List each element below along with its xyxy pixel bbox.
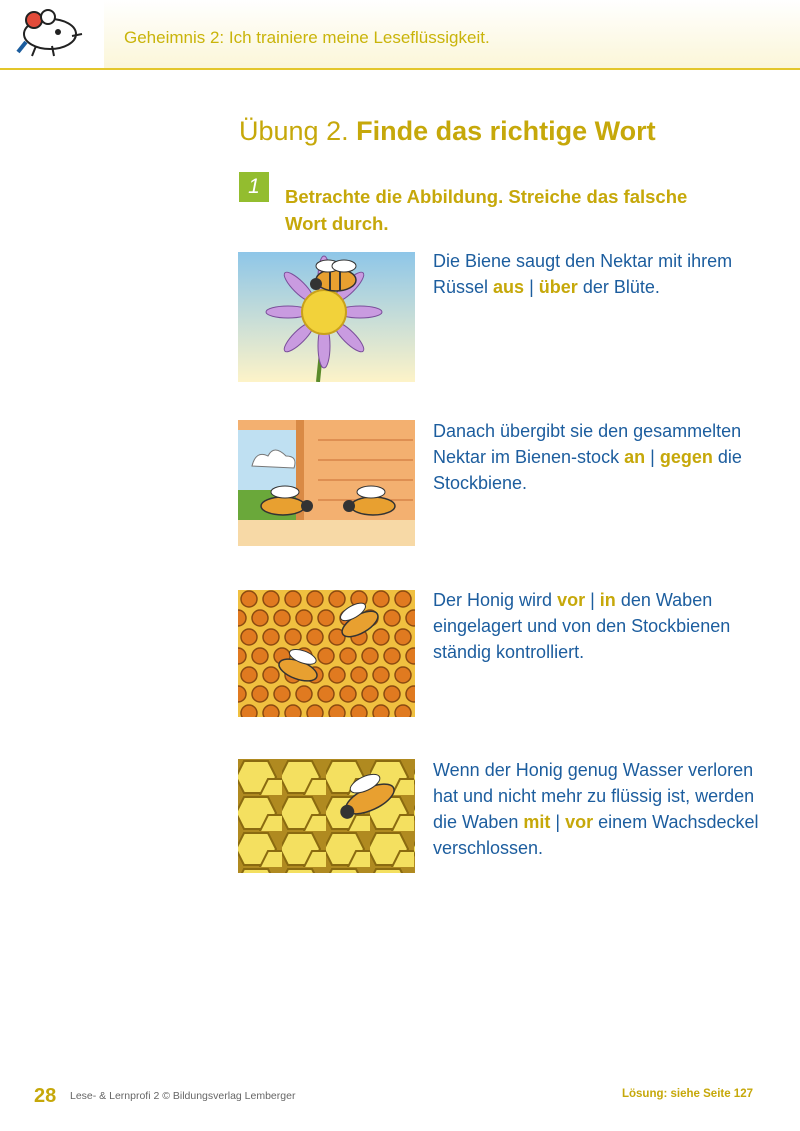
exercise-prefix: Übung 2.	[239, 116, 349, 146]
sentence-3-start: Der Honig wird	[433, 590, 553, 610]
option-vor[interactable]: vor	[557, 590, 586, 610]
option-vor[interactable]: vor	[565, 812, 594, 832]
mouse-logo-icon	[14, 8, 86, 58]
option-separator: |	[529, 277, 534, 297]
logo	[0, 0, 104, 68]
sentence-1	[433, 248, 773, 300]
sentence-1-start: Die Biene saugt den Nektar mit ihrem Rüssel	[433, 251, 733, 297]
sentence-3-end: den Waben eingelagert und von den Stockbienen ständig kontrolliert.	[433, 590, 731, 662]
sentence-3	[433, 587, 773, 665]
task-instruction	[285, 183, 745, 237]
sentence-4	[433, 757, 773, 861]
option-gegen[interactable]: gegen	[659, 447, 713, 467]
option-separator: |	[650, 447, 655, 467]
copyright-notice: Lese- & Lernprofi 2 © Bildungsverlag Lemberger	[70, 1090, 296, 1102]
option-in[interactable]: in	[599, 590, 616, 610]
option-separator: |	[590, 590, 595, 610]
bee-sealing-comb-image	[238, 759, 415, 873]
sentence-2-start: Danach übergibt sie den gesammelten Nektar im Bienen-stock	[433, 421, 742, 467]
task-line-2: Wort durch.	[285, 213, 389, 234]
bees-at-hive-image	[238, 420, 415, 546]
sentence-4-start: Wenn der Honig genug Wasser verloren hat und nicht mehr zu flüssig ist, werden die Waben	[433, 760, 755, 832]
sentence-2-end: die Stockbiene.	[433, 447, 742, 493]
exercise-heading: Finde das richtige Wort	[356, 116, 656, 146]
option-aus[interactable]: aus	[493, 277, 525, 297]
bee-on-flower-image	[238, 252, 415, 382]
task-line-1: Betrachte die Abbildung. Streiche das falsche	[285, 186, 688, 207]
page-number: 28	[34, 1085, 57, 1107]
task-number-badge: 1	[239, 172, 269, 202]
solution-reference: Lösung: siehe Seite 127	[621, 1088, 753, 1100]
sentence-4-end: einem Wachsdeckel verschlossen.	[433, 812, 759, 858]
option-ueber[interactable]: über	[538, 277, 578, 297]
option-mit[interactable]: mit	[523, 812, 551, 832]
sentence-2	[433, 418, 773, 496]
bees-on-honeycomb-image	[238, 590, 415, 717]
option-separator: |	[555, 812, 561, 832]
exercise-title	[239, 116, 656, 147]
sentence-1-end: der Blüte.	[582, 277, 660, 297]
header-title: Geheimnis 2: Ich trainiere meine Leseflüssigkeit.	[124, 28, 490, 47]
option-an[interactable]: an	[624, 447, 646, 467]
page-header	[0, 0, 800, 70]
